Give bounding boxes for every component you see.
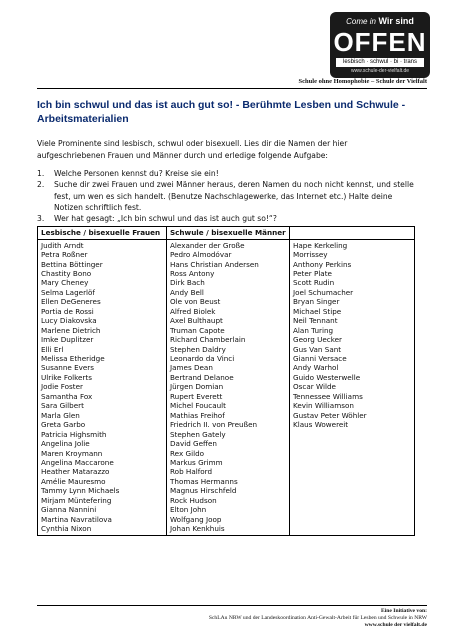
logo-main-word: OFFEN (333, 27, 427, 57)
name-entry: Marla Glen (41, 410, 80, 420)
name-entry: Scott Rudin (293, 278, 335, 288)
name-entry: Judith Arndt (41, 240, 84, 250)
page-title: Ich bin schwul und das ist auch gut so! - Berühmte Lesben und Schwule - Arbeitsmaterialien (37, 99, 406, 125)
name-entry: Klaus Wowereit (293, 420, 349, 430)
name-entry: Rock Hudson (170, 495, 217, 505)
name-entry: Guido Westerwelle (293, 372, 361, 382)
name-entry: Bryan Singer (293, 297, 340, 307)
name-entry: Peter Plate (293, 268, 332, 278)
name-entry: David Geffen (170, 439, 217, 449)
name-entry: Axel Bulthaupt (170, 316, 223, 326)
name-entry: Morrissey (293, 250, 328, 260)
name-entry: Sara Gilbert (41, 401, 84, 411)
name-entry: Samantha Fox (41, 391, 93, 401)
name-entry: Elton John (170, 505, 207, 515)
logo-url: www.schule-der-vielfalt.de (350, 68, 410, 74)
name-entry: Friedrich II. von Preußen (170, 420, 258, 430)
name-entry: Rex Gildo (170, 448, 205, 458)
name-entry: Alexander der Große (170, 240, 245, 250)
task-item (37, 179, 417, 213)
name-entry: Mirjam Müntefering (41, 495, 112, 505)
task-item (37, 168, 417, 179)
name-entry: Hans Christian Andersen (170, 259, 259, 269)
task-number: 2. (37, 180, 45, 190)
logo-top (330, 16, 430, 26)
name-entry: Michael Stipe (293, 306, 342, 316)
task-text: Welche Personen kennst du? Kreise sie ein! (54, 169, 219, 178)
name-entry: Wolfgang Joop (170, 514, 222, 524)
name-entry: Jürgen Domian (170, 382, 224, 392)
name-entry: Oscar Wilde (293, 382, 336, 392)
name-entry: Heather Matarazzo (41, 467, 110, 477)
name-entry: Michel Foucault (170, 401, 226, 411)
women-list (38, 239, 167, 535)
header-women: Lesbische / bisexuelle Frauen (38, 227, 167, 240)
header-men-continued (290, 227, 415, 240)
name-entry: Gianni Versace (293, 354, 347, 364)
task-item (37, 213, 417, 224)
name-entry: Selma Lagerlöf (41, 287, 95, 297)
name-entry: Rob Halford (170, 467, 213, 477)
name-entry: Cynthia Nixon (41, 524, 92, 534)
name-entry: Gianna Nannini (41, 505, 97, 515)
footer-initiative: Eine Initiative von: (381, 608, 427, 614)
name-entry: Truman Capote (170, 325, 225, 335)
names-table (37, 226, 415, 536)
men-list-1 (167, 239, 290, 535)
name-entry: Leonardo da Vinci (170, 354, 235, 364)
men-list-2 (290, 239, 415, 535)
name-entry: Imke Duplitzer (41, 335, 94, 345)
page-footer (37, 605, 427, 630)
name-entry: Johan Kenkhuis (170, 524, 225, 534)
name-entry: Kevin Williamson (293, 401, 354, 411)
name-entry: Stephen Daldry (170, 344, 226, 354)
name-entry: Angelina Maccarone (41, 458, 114, 468)
header-men: Schwule / bisexuelle Männer (167, 227, 290, 240)
name-entry: Tammy Lynn Michaels (41, 486, 120, 496)
name-entry: Ellen DeGeneres (41, 297, 101, 307)
name-entry: Susanne Evers (41, 363, 95, 373)
name-entry: Portia de Rossi (41, 306, 94, 316)
name-entry: Patricia Highsmith (41, 429, 107, 439)
name-entry: Angelina Jolie (41, 439, 90, 449)
name-entry: Gustav Peter Wöhler (293, 410, 367, 420)
name-entry: Andy Bell (170, 287, 204, 297)
name-entry: Lucy Diakovska (41, 316, 97, 326)
footer-organisations: SchLAu NRW und der Landeskoordination Anti-Gewalt-Arbeit für Lesben und Schwule in NRW (208, 615, 427, 622)
task-number: 3. (37, 214, 45, 224)
intro-paragraph: Viele Prominente sind lesbisch, schwul oder bisexuell. Lies dir die Namen der hier aufgeschriebenen Frauen und Männer durch und erledige folgende Aufgabe: (37, 139, 348, 160)
name-entry: Tennessee Williams (293, 391, 363, 401)
name-entry: Mary Cheney (41, 278, 89, 288)
name-entry: Dirk Bach (170, 278, 205, 288)
name-entry: Bettina Böttinger (41, 259, 103, 269)
name-entry: Martina Navratilova (41, 514, 112, 524)
name-entry: Thomas Hermanns (170, 476, 238, 486)
name-entry: Magnus Hirschfeld (170, 486, 237, 496)
name-entry: Melissa Etheridge (41, 354, 105, 364)
name-entry: Joel Schumacher (293, 287, 354, 297)
name-entry: Jodie Foster (41, 382, 83, 392)
task-text: Suche dir zwei Frauen und zwei Männer heraus, deren Namen du noch nicht kennst, und stelle fest, um wen es sich handelt. (Benutze Nachschlagewerke, das Internet etc.) Halte deine Notizen schriftlich fest. (54, 180, 414, 212)
task-text: Wer hat gesagt: „Ich bin schwul und das ist auch gut so!“? (54, 214, 277, 224)
page-header: Schule ohne Homophobie – Schule der Vielfalt (37, 78, 427, 89)
name-entry: Ross Antony (170, 268, 215, 278)
name-entry: Ulrike Folkerts (41, 372, 92, 382)
name-entry: Marlene Dietrich (41, 325, 101, 335)
name-entry: Bertrand Delanoe (170, 372, 234, 382)
name-entry: Richard Chamberlain (170, 335, 246, 345)
name-entry: James Dean (170, 363, 213, 373)
logo-wir-sind: Wir sind (378, 16, 414, 26)
name-entry: Elli Erl (41, 344, 64, 354)
name-entry: Amélie Mauresmo (41, 476, 106, 486)
task-list (37, 168, 417, 224)
name-entry: Hape Kerkeling (293, 240, 348, 250)
footer-website: www.schule der vielfalt.de (364, 622, 427, 629)
name-entry: Stephen Gately (170, 429, 226, 439)
name-entry: Andy Warhol (293, 363, 339, 373)
name-entry: Gus Van Sant (293, 344, 342, 354)
logo-come-in: Come in (346, 17, 376, 26)
name-entry: Ole von Beust (170, 297, 221, 307)
name-entry: Georg Uecker (293, 335, 342, 345)
name-entry: Alan Turing (293, 325, 334, 335)
come-in-logo (330, 12, 430, 78)
name-entry: Chastity Bono (41, 268, 92, 278)
name-entry: Petra Roßner (41, 250, 88, 260)
name-entry: Markus Grimm (170, 458, 223, 468)
logo-tagline: lesbisch · schwul · bi · trans (336, 58, 424, 67)
name-entry: Pedro Almodóvar (170, 250, 232, 260)
name-entry: Rupert Everett (170, 391, 223, 401)
name-entry: Neil Tennant (293, 316, 338, 326)
task-number: 1. (37, 169, 45, 178)
name-entry: Mathias Freihof (170, 410, 225, 420)
name-entry: Maren Kroymann (41, 448, 103, 458)
name-entry: Greta Garbo (41, 420, 86, 430)
name-entry: Alfred Biolek (170, 306, 216, 316)
name-entry: Anthony Perkins (293, 259, 352, 269)
